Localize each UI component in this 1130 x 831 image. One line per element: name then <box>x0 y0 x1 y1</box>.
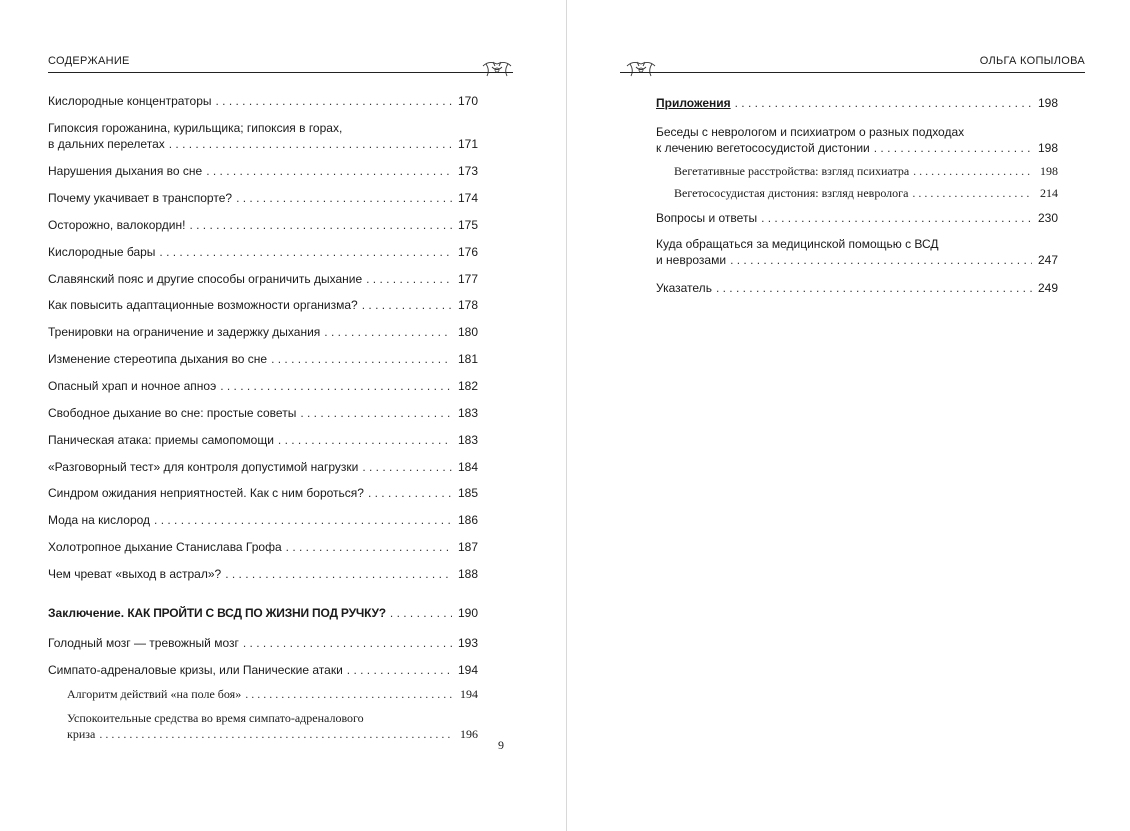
toc-page: 190 <box>457 606 478 620</box>
toc-title-line1: Беседы с неврологом и психиатром о разных подходах <box>656 125 965 139</box>
toc-page: 185 <box>457 486 478 500</box>
toc-entry <box>48 297 478 313</box>
toc-page: 249 <box>1037 281 1058 295</box>
toc-entry <box>48 405 478 421</box>
toc-page: 171 <box>457 137 478 151</box>
dot-leader <box>347 662 452 678</box>
dot-leader <box>243 635 452 651</box>
toc-title: Как повысить адаптационные возможности организма? <box>48 298 358 312</box>
dot-leader <box>236 190 452 206</box>
toc-title: и неврозами <box>656 253 727 267</box>
toc-page: 214 <box>1040 186 1058 200</box>
dot-leader <box>286 539 452 555</box>
toc-title-line1: Куда обращаться за медицинской помощью с ВСД <box>656 237 939 251</box>
toc-title: «Разговорный тест» для контроля допустимой нагрузки <box>48 460 359 474</box>
toc-title: в дальних перелетах <box>48 137 165 151</box>
toc-entry <box>48 512 478 528</box>
toc-title: Вегетативные расстройства: взгляд психиатра <box>674 164 910 178</box>
toc-entry <box>48 539 478 555</box>
toc-page: 198 <box>1040 164 1058 178</box>
toc-entry <box>48 485 478 501</box>
toc-page: 170 <box>457 94 478 108</box>
toc-chapter-appendix <box>656 95 1058 111</box>
toc-page: 198 <box>1037 141 1058 155</box>
toc-page: 184 <box>457 460 478 474</box>
toc-title: к лечению вегетососудистой дистонии <box>656 141 870 155</box>
dot-leader <box>169 136 452 152</box>
toc-entry <box>48 635 478 651</box>
toc-page: 175 <box>457 218 478 232</box>
toc-title: Свободное дыхание во сне: простые советы <box>48 406 297 420</box>
dot-leader <box>390 605 452 621</box>
toc-entry <box>48 271 478 287</box>
toc-entry <box>48 378 478 394</box>
dot-leader <box>362 297 452 313</box>
toc-entry <box>656 210 1058 226</box>
toc-page: 193 <box>457 636 478 650</box>
toc-entry <box>48 432 478 448</box>
dot-leader <box>716 280 1032 296</box>
toc-page: 196 <box>460 727 478 741</box>
dot-leader <box>206 163 452 179</box>
toc-title: Чем чреват «выход в астрал»? <box>48 567 222 581</box>
dot-leader <box>300 405 452 421</box>
toc-title: Указатель <box>656 281 712 295</box>
chapter-title: Приложения <box>656 96 731 110</box>
running-head-left: СОДЕРЖАНИЕ <box>48 55 130 67</box>
dot-leader <box>912 185 1032 201</box>
dot-leader <box>874 140 1032 156</box>
toc-entry <box>48 566 478 582</box>
toc-page: 198 <box>1037 96 1058 110</box>
toc-title-line1: Гипоксия горожанина, курильщика; гипоксия в горах, <box>48 121 343 135</box>
toc-title: Тренировки на ограничение и задержку дыхания <box>48 325 321 339</box>
toc-chapter-conclusion <box>48 605 478 621</box>
toc-title: Изменение стереотипа дыхания во сне <box>48 352 268 366</box>
toc-subentry <box>674 185 1058 201</box>
toc-entry <box>48 163 478 179</box>
dot-leader <box>735 95 1032 111</box>
dot-leader <box>245 686 452 702</box>
toc-page: 187 <box>457 540 478 554</box>
toc-title: Голодный мозг — тревожный мозг <box>48 636 239 650</box>
dot-leader <box>271 351 452 367</box>
chapter-label: Заключение. <box>48 606 125 620</box>
toc-page: 194 <box>457 663 478 677</box>
toc-entry <box>48 244 478 260</box>
toc-title: Синдром ожидания неприятностей. Как с ним бороться? <box>48 486 364 500</box>
header-rule <box>48 72 513 73</box>
toc-page: 183 <box>457 433 478 447</box>
toc-entry <box>48 217 478 233</box>
dot-leader <box>189 217 452 233</box>
toc-subentry <box>67 710 478 742</box>
toc-title: криза <box>67 727 96 741</box>
toc-entry <box>48 351 478 367</box>
dot-leader <box>159 244 452 260</box>
toc-title: Алгоритм действий «на поле боя» <box>67 687 242 701</box>
head-ornament-icon <box>624 58 658 80</box>
toc-page: 173 <box>457 164 478 178</box>
toc-title-line1: Успокоительные средства во время симпато-адреналового <box>67 711 364 725</box>
toc-title: Славянский пояс и другие способы ограничить дыхание <box>48 272 363 286</box>
toc-title: Вопросы и ответы <box>656 211 758 225</box>
toc-entry <box>48 459 478 475</box>
dot-leader <box>362 459 452 475</box>
dot-leader <box>225 566 452 582</box>
toc-page: 183 <box>457 406 478 420</box>
chapter-title: КАК ПРОЙТИ С ВСД ПО ЖИЗНИ ПОД РУЧКУ? <box>127 606 386 620</box>
toc-page: 182 <box>457 379 478 393</box>
toc-entry <box>656 124 1058 156</box>
toc-page: 177 <box>457 272 478 286</box>
head-ornament-icon <box>480 58 514 80</box>
dot-leader <box>366 271 452 287</box>
toc-title: Паническая атака: приемы самопомощи <box>48 433 274 447</box>
dot-leader <box>99 726 452 742</box>
toc-page: 180 <box>457 325 478 339</box>
toc-subentry <box>67 686 478 702</box>
dot-leader <box>761 210 1032 226</box>
toc-entry <box>656 280 1058 296</box>
toc-title: Нарушения дыхания во сне <box>48 164 203 178</box>
toc-title: Опасный храп и ночное апноэ <box>48 379 217 393</box>
toc-page: 174 <box>457 191 478 205</box>
toc-title: Холотропное дыхание Станислава Грофа <box>48 540 282 554</box>
dot-leader <box>368 485 452 501</box>
toc-page: 181 <box>457 352 478 366</box>
toc-page: 247 <box>1037 253 1058 267</box>
dot-leader <box>216 93 453 109</box>
running-head-right: ОЛЬГА КОПЫЛОВА <box>979 55 1085 67</box>
dot-leader <box>324 324 452 340</box>
toc-entry <box>48 190 478 206</box>
toc-title: Почему укачивает в транспорте? <box>48 191 233 205</box>
page-number: 9 <box>498 738 504 752</box>
toc-title: Кислородные бары <box>48 245 156 259</box>
toc-title: Симпато-адреналовые кризы, или Панические атаки <box>48 663 343 677</box>
toc-entry <box>48 120 478 152</box>
toc-subentry <box>674 163 1058 179</box>
toc-page: 178 <box>457 298 478 312</box>
toc-title: Кислородные концентраторы <box>48 94 212 108</box>
toc-title: Мода на кислород <box>48 513 151 527</box>
toc-page: 188 <box>457 567 478 581</box>
toc-entry <box>48 324 478 340</box>
right-page <box>567 0 1130 831</box>
dot-leader <box>730 252 1032 268</box>
toc-entry <box>48 93 478 109</box>
toc-page: 176 <box>457 245 478 259</box>
toc-title: Осторожно, валокордин! <box>48 218 186 232</box>
toc-page: 230 <box>1037 211 1058 225</box>
dot-leader <box>913 163 1032 179</box>
toc-entry <box>48 662 478 678</box>
toc-page: 194 <box>460 687 478 701</box>
dot-leader <box>278 432 452 448</box>
toc-title: Вегетососудистая дистония: взгляд невролога <box>674 186 909 200</box>
toc-page: 186 <box>457 513 478 527</box>
toc-entry <box>656 236 1058 268</box>
header-rule <box>620 72 1085 73</box>
dot-leader <box>154 512 452 528</box>
dot-leader <box>220 378 452 394</box>
